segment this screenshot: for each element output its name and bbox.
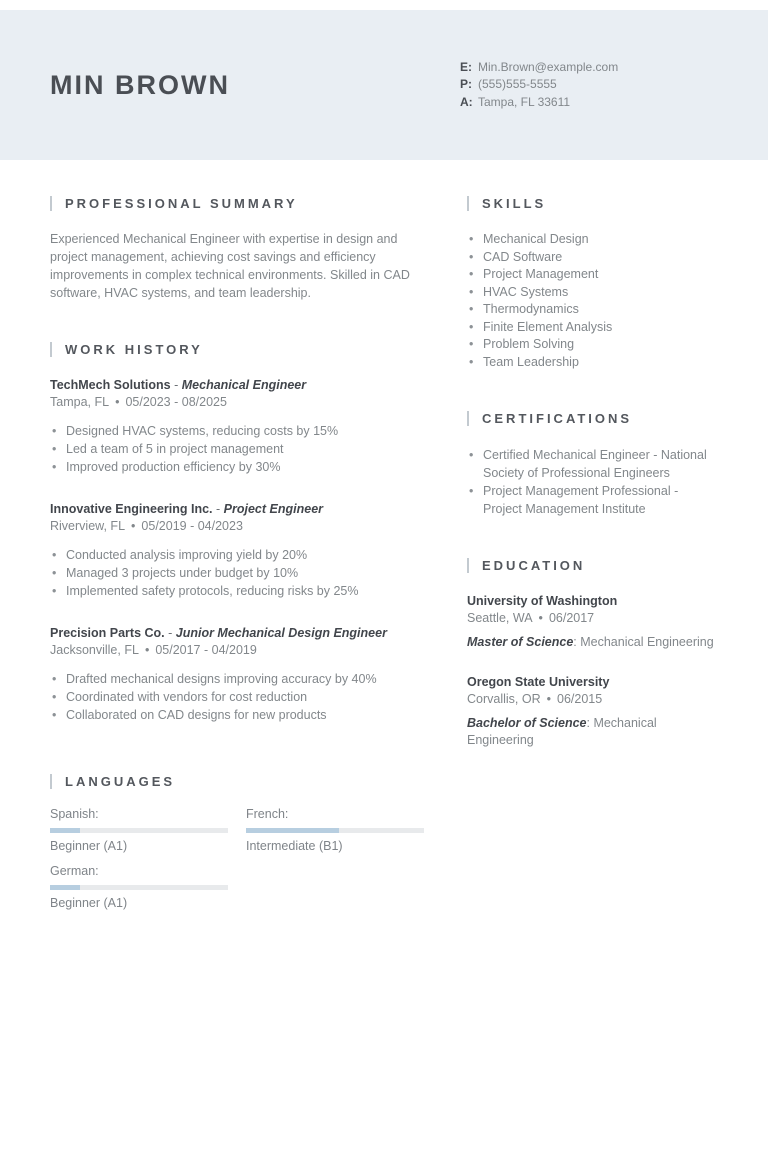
language-level: Beginner (A1) — [50, 896, 128, 910]
job-company: TechMech Solutions — [50, 378, 171, 392]
right-column — [467, 196, 718, 911]
job-role: Junior Mechanical Design Engineer — [175, 626, 387, 640]
school-meta-line — [467, 692, 718, 706]
work-history-heading — [50, 342, 430, 357]
certification-item: • Certified Mechanical Engineer - National Society of Professional Engineers — [467, 446, 718, 482]
job-bullet: • Coordinated with vendors for cost reduction — [50, 688, 430, 706]
job-bullet: • Collaborated on CAD designs for new products — [50, 706, 430, 724]
heading-rule-icon — [467, 558, 469, 573]
job-location: Tampa, FL — [50, 395, 110, 409]
skill-item: • Team Leadership — [467, 354, 718, 372]
languages-heading — [50, 774, 430, 789]
email-value: Min.Brown@example.com — [478, 59, 619, 74]
summary-text: Experienced Mechanical Engineer with expertise in design and project management, achieving cost savings and efficiency improvements in complex technical environments. Skilled in CAD software, HVAC systems, and team leadership. — [50, 232, 410, 300]
skills-title: SKILLS — [482, 196, 547, 211]
header-band — [0, 10, 768, 160]
education-entry — [467, 593, 718, 651]
job-bullet: • Drafted mechanical designs improving accuracy by 40% — [50, 670, 430, 688]
skills-list — [467, 231, 718, 371]
languages-section — [50, 774, 430, 911]
skill-item: • Finite Element Analysis — [467, 319, 718, 337]
school-name: University of Washington — [467, 594, 618, 608]
meta-dot: • — [538, 611, 543, 625]
skill-item: • Mechanical Design — [467, 231, 718, 249]
job-dates: 05/2019 - 04/2023 — [141, 519, 243, 533]
degree-name: Bachelor of Science — [467, 716, 587, 730]
education-title: EDUCATION — [482, 558, 586, 573]
resume-body — [50, 196, 718, 911]
job-meta-line — [50, 643, 430, 657]
education-section — [467, 558, 718, 749]
left-column — [50, 196, 430, 911]
job-bullet: • Designed HVAC systems, reducing costs by 15% — [50, 422, 430, 440]
heading-rule-icon — [467, 196, 469, 211]
job-bullet: • Managed 3 projects under budget by 10% — [50, 564, 430, 582]
heading-rule-icon — [467, 411, 469, 426]
job-company: Precision Parts Co. — [50, 626, 165, 640]
job-bullet: • Conducted analysis improving yield by 20% — [50, 546, 430, 564]
job-bullet: • Led a team of 5 in project management — [50, 440, 430, 458]
language-item — [246, 806, 424, 854]
job-role: Project Engineer — [223, 502, 324, 516]
language-name: French: — [246, 807, 289, 821]
job-meta-line — [50, 519, 430, 533]
meta-dot: • — [115, 395, 120, 409]
certifications-list — [467, 446, 718, 518]
school-date: 06/2017 — [548, 611, 595, 625]
skill-item: • CAD Software — [467, 249, 718, 267]
job-location: Riverview, FL — [50, 519, 126, 533]
job-bullet-list — [50, 546, 430, 600]
degree-line — [467, 715, 718, 749]
job-bullet-list — [50, 422, 430, 476]
summary-section — [50, 196, 430, 302]
job-company: Innovative Engineering Inc. — [50, 502, 213, 516]
job-entry — [50, 501, 430, 600]
language-item — [50, 806, 228, 854]
school-date: 06/2015 — [557, 692, 603, 706]
job-dates: 05/2023 - 08/2025 — [125, 395, 227, 409]
school-location: Seattle, WA — [467, 611, 533, 625]
contact-address-row — [460, 94, 710, 112]
language-name: German: — [50, 864, 99, 878]
job-bullet: • Improved production efficiency by 30% — [50, 458, 430, 476]
degree-field: : Mechanical Engineering — [573, 635, 714, 649]
skill-item: • Thermodynamics — [467, 301, 718, 319]
address-value: Tampa, FL 33611 — [478, 94, 571, 109]
certifications-title: CERTIFICATIONS — [482, 411, 633, 426]
languages-title: LANGUAGES — [65, 774, 176, 789]
contact-phone-row — [460, 76, 710, 94]
job-title-line — [50, 377, 430, 393]
meta-dot: • — [131, 519, 136, 533]
education-heading — [467, 558, 718, 573]
skill-item: • Problem Solving — [467, 336, 718, 354]
meta-dot: • — [144, 643, 150, 657]
degree-field: : Mechanical Engineering — [467, 716, 657, 747]
language-level: Beginner (A1) — [50, 839, 128, 853]
job-bullet: • Implemented safety protocols, reducing risks by 25% — [50, 582, 430, 600]
phone-value: (555)555-5555 — [478, 77, 557, 92]
job-separator: - — [168, 626, 173, 640]
language-progress-fill — [246, 828, 339, 833]
language-level: Intermediate (B1) — [246, 839, 343, 853]
degree-line — [467, 634, 718, 651]
summary-title: PROFESSIONAL SUMMARY — [65, 196, 298, 211]
resume-name: MIN BROWN — [50, 69, 230, 100]
certifications-heading — [467, 411, 718, 426]
language-progress-fill — [50, 828, 80, 833]
meta-dot: • — [546, 692, 552, 706]
job-location: Jacksonville, FL — [50, 643, 139, 657]
job-separator: - — [174, 378, 179, 392]
education-entry — [467, 674, 718, 749]
skill-item: • Project Management — [467, 266, 718, 284]
heading-rule-icon — [50, 342, 52, 357]
heading-rule-icon — [50, 196, 52, 211]
language-name: Spanish: — [50, 807, 99, 821]
job-dates: 05/2017 - 04/2019 — [155, 643, 257, 657]
language-item — [50, 863, 228, 911]
school-name: Oregon State University — [467, 675, 610, 689]
email-label: E: — [460, 59, 472, 74]
degree-name: Master of Science — [467, 635, 574, 649]
job-bullet-list — [50, 670, 430, 724]
certification-item: • Project Management Professional - Project Management Institute — [467, 482, 718, 518]
job-title-line — [50, 625, 430, 641]
certifications-section — [467, 411, 718, 518]
skills-section — [467, 196, 718, 371]
skill-item: • HVAC Systems — [467, 284, 718, 302]
work-history-title: WORK HISTORY — [65, 342, 203, 357]
job-meta-line — [50, 395, 430, 409]
job-entry — [50, 625, 430, 724]
school-meta-line — [467, 611, 718, 625]
phone-label: P: — [460, 77, 472, 92]
job-entry — [50, 377, 430, 476]
language-progress-track — [246, 828, 424, 833]
heading-rule-icon — [50, 774, 52, 789]
contact-block — [460, 59, 710, 112]
language-progress-fill — [50, 885, 80, 890]
languages-grid — [50, 806, 430, 911]
job-title-line — [50, 501, 430, 517]
contact-email-row — [460, 59, 710, 77]
summary-heading — [50, 196, 430, 211]
skills-heading — [467, 196, 718, 211]
work-history-section — [50, 342, 430, 724]
job-role: Mechanical Engineer — [181, 378, 307, 392]
address-label: A: — [460, 94, 473, 109]
language-progress-track — [50, 885, 228, 890]
school-location: Corvallis, OR — [467, 692, 541, 706]
job-separator: - — [216, 502, 221, 516]
language-progress-track — [50, 828, 228, 833]
